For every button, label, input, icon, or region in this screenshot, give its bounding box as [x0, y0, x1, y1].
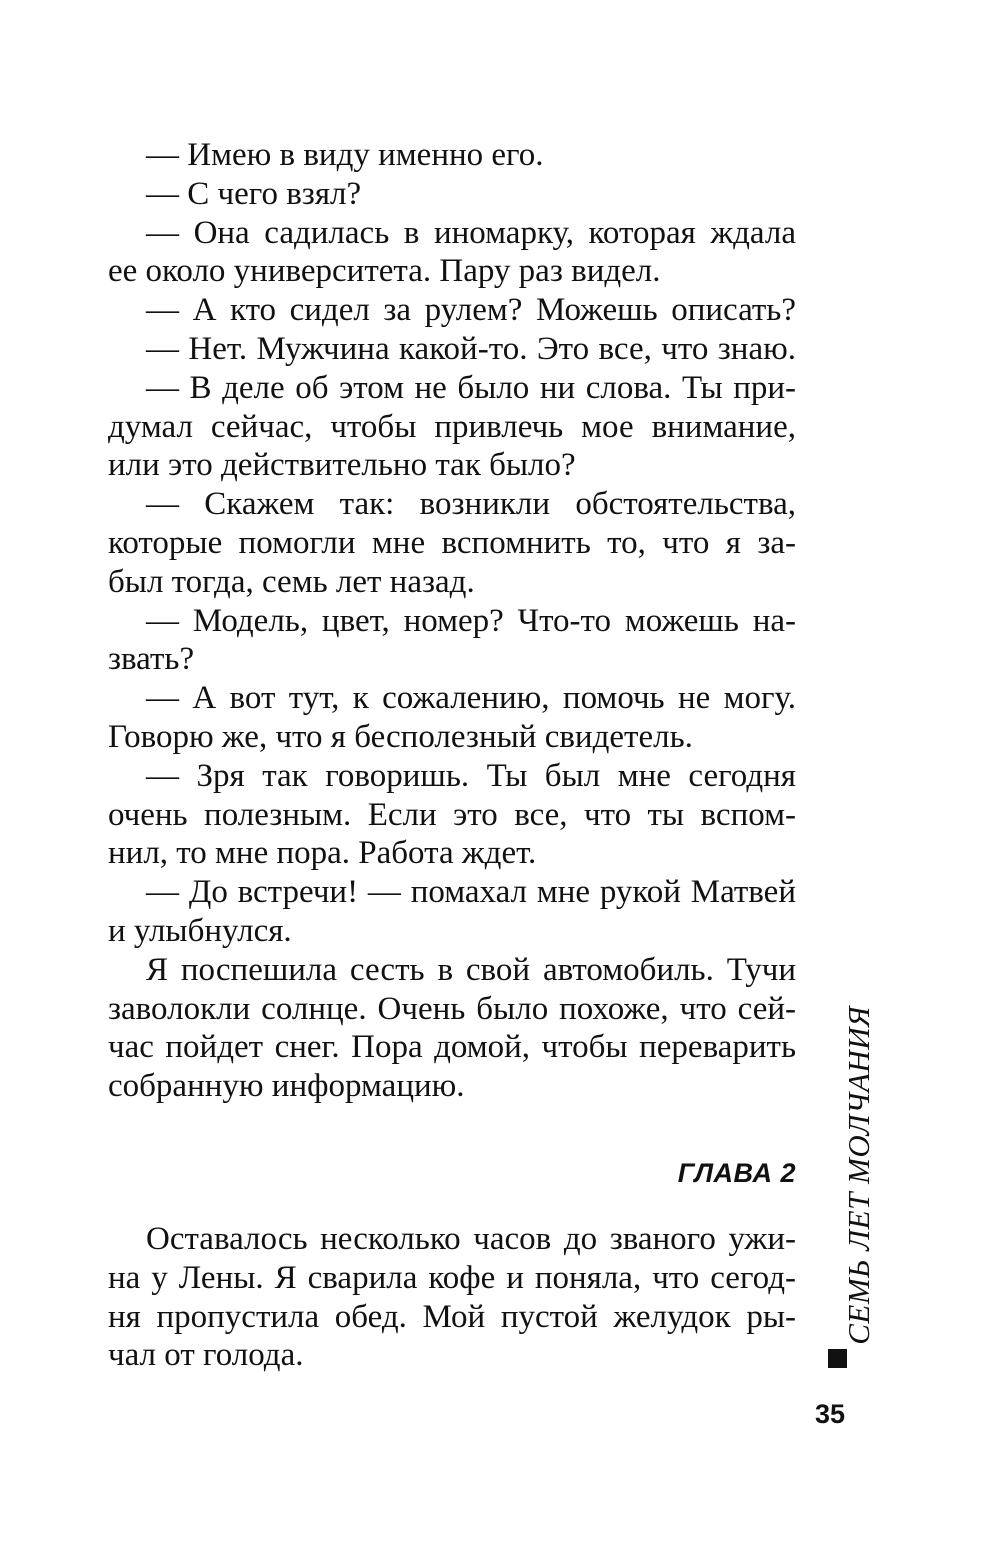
text-line: — Модель, цвет, номер? Что-то можешь на- [146, 602, 796, 639]
text-line: — С чего взял? [146, 175, 362, 212]
text-line: — До встречи! — помахал мне рукой Матвей [146, 874, 796, 911]
text-line: — Зря так говоришь. Ты был мне сегодня [146, 757, 796, 794]
text-line: ее около университета. Пару раз видел. [108, 253, 661, 290]
chapter-heading: ГЛАВА 2 [677, 1158, 796, 1188]
main-text [108, 136, 796, 1106]
text-line: чал от голода. [108, 1337, 304, 1374]
text-line: — Нет. Мужчина какой-то. Это все, что знаю. [146, 330, 796, 367]
text-line: думал сейчас, чтобы привлечь мое внимание, [108, 408, 796, 445]
text-line: час пойдет снег. Пора домой, чтобы переварить [108, 1029, 796, 1066]
text-line: или это действительно так было? [108, 447, 576, 484]
text-line: — Имею в виду именно его. [146, 137, 544, 173]
text-line: Я поспешила сесть в свой автомобиль. Тучи [146, 951, 796, 988]
text-line: Говорю же, что я бесполезный свидетель. [108, 718, 693, 755]
square-marker-icon [828, 1349, 847, 1368]
text-line: — Скажем так: возникли обстоятельства, [146, 486, 796, 523]
text-line: — В деле об этом не было ни слова. Ты при- [146, 369, 796, 406]
text-line: звать? [108, 641, 195, 678]
text-line: которые помогли мне вспомнить то, что я за- [108, 524, 796, 561]
page-number: 35 [815, 1399, 846, 1429]
text-line: ня пропустила обед. Мой пустой желудок ры- [108, 1298, 796, 1335]
text-line: и улыбнулся. [108, 912, 292, 949]
text-line: собранную информацию. [108, 1068, 465, 1105]
chapter-text [108, 1220, 796, 1375]
text-line: Оставалось несколько часов до званого ужи- [146, 1221, 796, 1257]
text-line: очень полезным. Если это все, что ты вспом- [108, 796, 796, 833]
text-line: был тогда, семь лет назад. [108, 563, 475, 600]
text-line: — Она садилась в иномарку, которая ждала [146, 214, 796, 251]
text-line: на у Лены. Я сварила кофе и поняла, что сегод- [108, 1259, 796, 1296]
text-line: — А кто сидел за рулем? Можешь описать? [146, 292, 796, 329]
text-line: заволокли солнце. Очень было похоже, что сей- [108, 990, 796, 1027]
text-line: нил, то мне пора. Работа ждет. [108, 835, 537, 872]
text-line: — А вот тут, к сожалению, помочь не могу. [146, 680, 796, 717]
running-title: СЕМЬ ЛЕТ МОЛЧАНИЯ [841, 1006, 876, 1345]
